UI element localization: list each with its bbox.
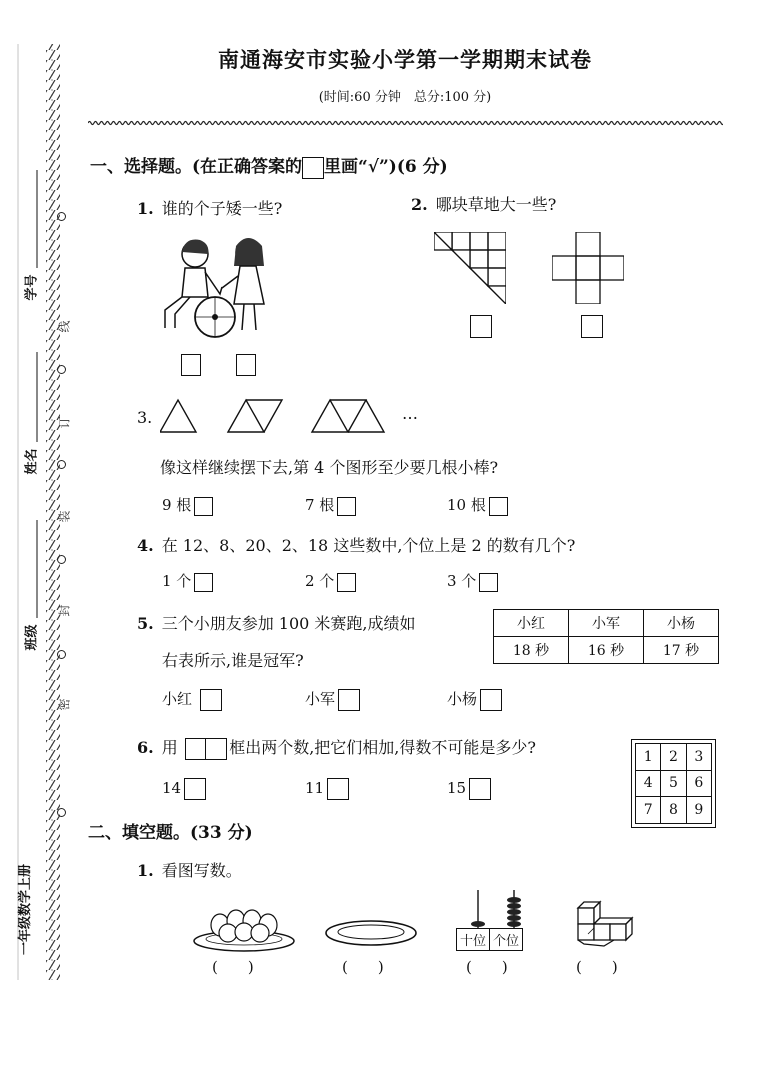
table-header-cell: 小杨 bbox=[644, 610, 719, 637]
grid-cell: 4 bbox=[636, 770, 661, 797]
binding-hole bbox=[57, 460, 66, 469]
seal-label: 订 bbox=[57, 416, 72, 429]
triangle-sticks-figure bbox=[160, 396, 400, 436]
seal-label: 封 bbox=[57, 604, 72, 617]
book-label: 一年级数学上册 bbox=[18, 863, 34, 956]
table-header-cell: 小红 bbox=[494, 610, 569, 637]
student-id-label: 学号 bbox=[24, 274, 40, 301]
grid-cell: 9 bbox=[686, 797, 711, 824]
race-results-table bbox=[493, 609, 719, 664]
question-6: 6. 用 框出两个数,把它们相加,得数不可能是多少? bbox=[137, 735, 536, 760]
table-cell: 16 秒 bbox=[569, 637, 644, 664]
binding-hole bbox=[57, 808, 66, 817]
table-row bbox=[636, 744, 712, 771]
question-1: 1. 谁的个子矮一些? bbox=[137, 199, 283, 218]
answer-blank-plate[interactable]: ( ) bbox=[342, 958, 384, 976]
lawn-shape-a bbox=[434, 232, 506, 304]
answer-box-sample bbox=[302, 157, 324, 179]
table-cell: 18 秒 bbox=[494, 637, 569, 664]
q3-ellipsis: … bbox=[402, 404, 418, 423]
class-label: 班级 bbox=[24, 624, 40, 651]
q5-option-b: 小军 bbox=[305, 688, 360, 711]
exam-subtitle: (时间:60 分钟 总分:100 分) bbox=[318, 90, 492, 105]
empty-plate bbox=[324, 918, 418, 948]
answer-blank-cubes[interactable]: ( ) bbox=[576, 958, 618, 976]
binding-margin bbox=[0, 0, 85, 1074]
table-row bbox=[494, 637, 719, 664]
q6-answer-box-a[interactable] bbox=[184, 778, 206, 800]
q4-option-a: 1 个 bbox=[162, 570, 213, 592]
question-5-line1: 5. 三个小朋友参加 100 米赛跑,成绩如 bbox=[137, 614, 416, 633]
q6-answer-box-b[interactable] bbox=[327, 778, 349, 800]
q6-option-b: 11 bbox=[305, 778, 349, 800]
answer-blank-eggs[interactable]: ( ) bbox=[212, 958, 254, 976]
q5-answer-box-c[interactable] bbox=[480, 689, 502, 711]
wavy-divider bbox=[88, 119, 723, 127]
q4-answer-box-b[interactable] bbox=[337, 573, 356, 592]
q3-option-b: 7 根 bbox=[305, 494, 356, 516]
q3-answer-box-a[interactable] bbox=[194, 497, 213, 516]
grid-cell: 5 bbox=[661, 770, 686, 797]
margin-lines bbox=[0, 0, 85, 1074]
grid-cell: 7 bbox=[636, 797, 661, 824]
table-row bbox=[636, 797, 712, 824]
double-frame-icon bbox=[185, 738, 227, 760]
grid-cell: 8 bbox=[661, 797, 686, 824]
question-4: 4. 在 12、8、20、2、18 这些数中,个位上是 2 的数有几个? bbox=[137, 536, 576, 555]
q3-answer-box-c[interactable] bbox=[489, 497, 508, 516]
q4-option-b: 2 个 bbox=[305, 570, 356, 592]
q5-option-c: 小杨 bbox=[447, 688, 502, 711]
q3-text: 像这样继续摆下去,第 4 个图形至少要几根小棒? bbox=[160, 458, 499, 477]
q2-answer-box-right[interactable] bbox=[581, 315, 603, 338]
abacus-place-labels bbox=[456, 928, 523, 951]
name-label: 姓名 bbox=[24, 448, 40, 475]
children-illustration bbox=[160, 232, 275, 342]
exam-title: 南通海安市实验小学第一学期期末试卷 bbox=[218, 47, 592, 72]
q5-answer-box-b[interactable] bbox=[338, 689, 360, 711]
binding-hole bbox=[57, 212, 66, 221]
table-row bbox=[494, 610, 719, 637]
q2-answer-box-left[interactable] bbox=[470, 315, 492, 338]
section1-heading: 一、选择题。(在正确答案的 里画“√”)(6 分) bbox=[90, 157, 448, 177]
seal-label: 装 bbox=[57, 510, 72, 523]
question-5-line2: 右表所示,谁是冠军? bbox=[162, 651, 304, 670]
question-3-number: 3. bbox=[137, 408, 153, 427]
q1-answer-box-right[interactable] bbox=[236, 354, 256, 376]
grid-cell: 1 bbox=[636, 744, 661, 771]
seal-label: 密 bbox=[57, 698, 72, 711]
cubes-icon bbox=[574, 898, 636, 950]
table-cell: 17 秒 bbox=[644, 637, 719, 664]
number-grid bbox=[635, 743, 712, 824]
lawn-shape-b bbox=[552, 232, 624, 304]
question-2: 2. 哪块草地大一些? bbox=[411, 195, 557, 214]
seal-label: 线 bbox=[57, 320, 72, 333]
table-row bbox=[636, 770, 712, 797]
q5-option-a: 小红 bbox=[162, 688, 222, 711]
binding-hole bbox=[57, 555, 66, 564]
table-header-cell: 小军 bbox=[569, 610, 644, 637]
q3-answer-box-b[interactable] bbox=[337, 497, 356, 516]
q3-option-a: 9 根 bbox=[162, 494, 213, 516]
grid-cell: 3 bbox=[686, 744, 711, 771]
section2-heading: 二、填空题。(33 分) bbox=[88, 823, 253, 843]
q6-answer-box-c[interactable] bbox=[469, 778, 491, 800]
q3-option-c: 10 根 bbox=[447, 494, 508, 516]
binding-hole bbox=[57, 365, 66, 374]
q6-option-c: 15 bbox=[447, 778, 491, 800]
plate-with-eggs bbox=[192, 905, 296, 953]
answer-blank-abacus[interactable]: ( ) bbox=[466, 958, 508, 976]
q4-answer-box-a[interactable] bbox=[194, 573, 213, 592]
number-grid-frame bbox=[631, 739, 716, 828]
q4-answer-box-c[interactable] bbox=[479, 573, 498, 592]
binding-hole bbox=[57, 650, 66, 659]
ones-label: 个位 bbox=[493, 934, 520, 949]
q6-option-a: 14 bbox=[162, 778, 206, 800]
q5-answer-box-a[interactable] bbox=[200, 689, 222, 711]
grid-cell: 2 bbox=[661, 744, 686, 771]
tens-label: 十位 bbox=[457, 929, 490, 950]
q4-option-c: 3 个 bbox=[447, 570, 498, 592]
grid-cell: 6 bbox=[686, 770, 711, 797]
section2-question-1: 1. 看图写数。 bbox=[137, 861, 242, 880]
abacus-icon bbox=[456, 888, 534, 928]
q1-answer-box-left[interactable] bbox=[181, 354, 201, 376]
